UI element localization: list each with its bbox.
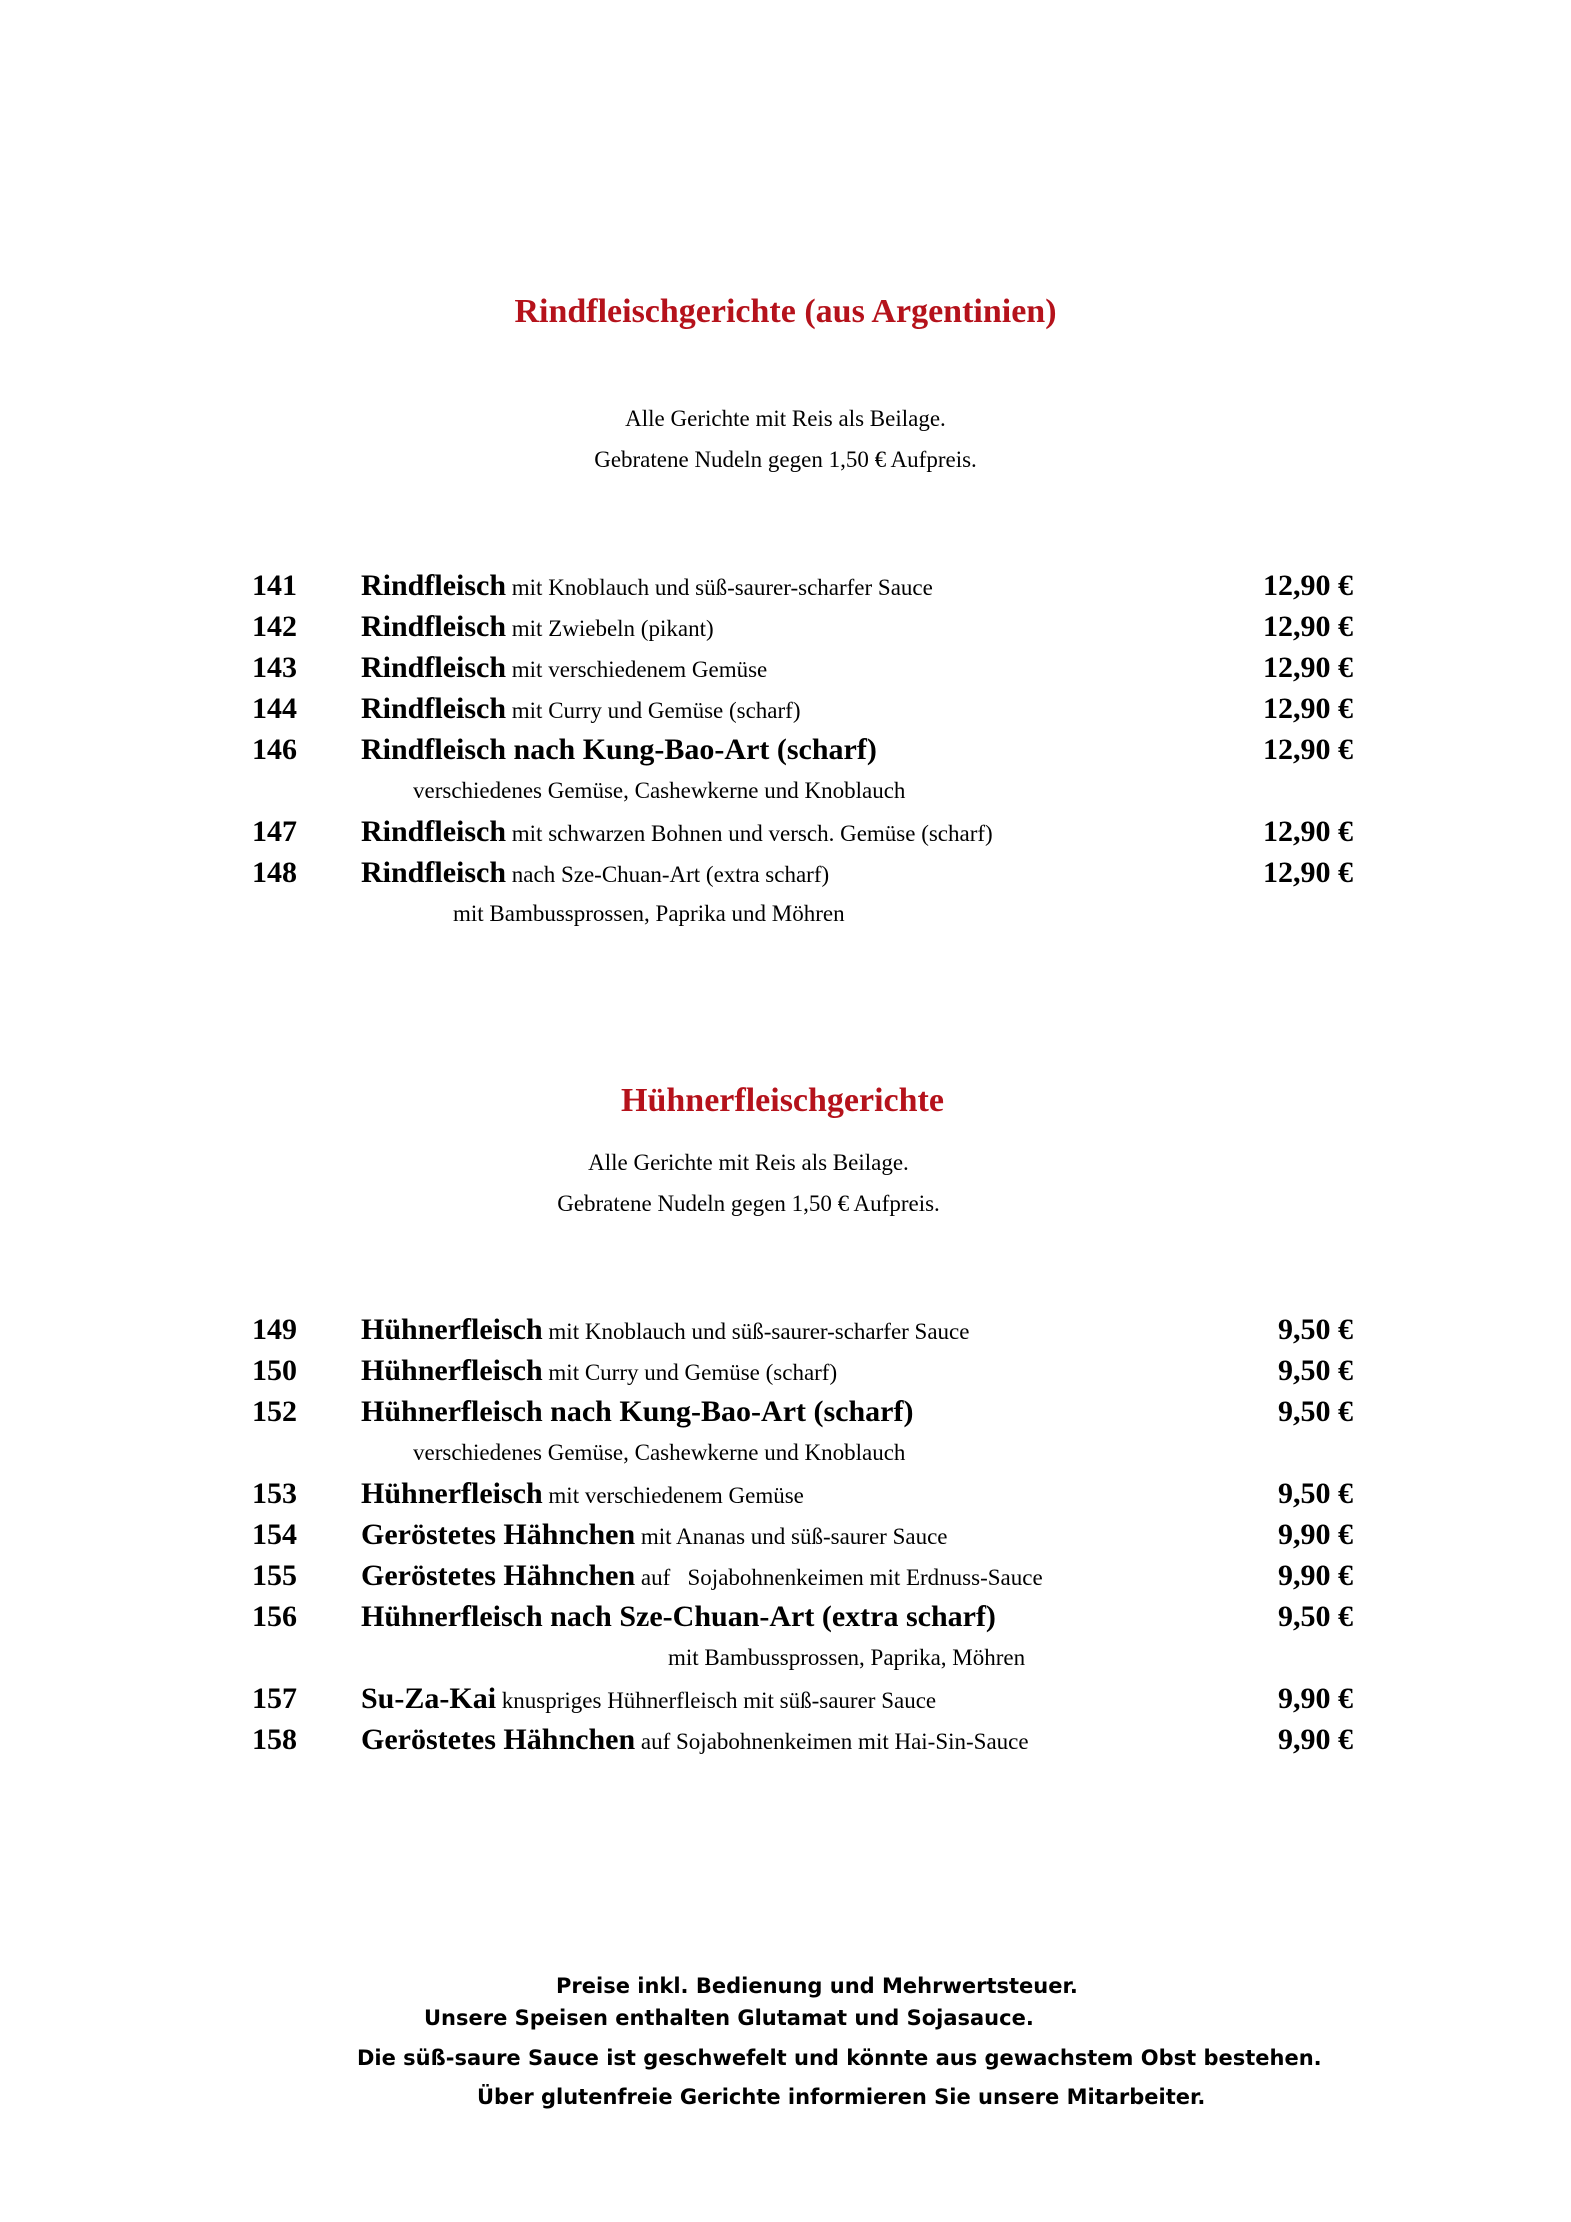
item-description: mit Zwiebeln (pikant) [506, 616, 714, 641]
item-name: Hühnerfleisch nach Sze-Chuan-Art (extra scharf) [361, 1600, 996, 1633]
menu-item-146 [0, 729, 1571, 770]
menu-item-152 [0, 1391, 1571, 1432]
item-name: Hühnerfleisch [361, 1354, 543, 1387]
chicken-note-noodles: Gebratene Nudeln gegen 1,50 € Aufpreis. [557, 1191, 940, 1216]
item-name: Hühnerfleisch nach Kung-Bao-Art (scharf) [361, 1395, 914, 1428]
item-number: 152 [252, 1395, 297, 1428]
item-name: Hühnerfleisch [361, 1313, 543, 1346]
item-number: 147 [252, 815, 297, 848]
item-number: 150 [252, 1354, 297, 1387]
item-name: Geröstetes Hähnchen [361, 1559, 636, 1592]
item-number: 157 [252, 1682, 297, 1715]
item-price: 12,90 € [1263, 856, 1353, 889]
item-number: 141 [252, 569, 297, 602]
beef-note-rice: Alle Gerichte mit Reis als Beilage. [625, 406, 946, 431]
menu-item-153 [0, 1473, 1571, 1514]
item-price: 12,90 € [1263, 815, 1353, 848]
item-price: 9,90 € [1278, 1682, 1353, 1715]
menu-item-148 [0, 852, 1571, 893]
item-price: 9,50 € [1278, 1354, 1353, 1387]
item-description: mit verschiedenem Gemüse [542, 1483, 804, 1508]
menu-item-152-detail [0, 1432, 1571, 1473]
item-number: 148 [252, 856, 297, 889]
menu-item-144 [0, 688, 1571, 729]
item-price: 9,50 € [1278, 1313, 1353, 1346]
beef-section-title: Rindfleischgerichte (aus Argentinien) [514, 293, 1057, 330]
item-description: auf Sojabohnenkeimen mit Hai-Sin-Sauce [635, 1729, 1029, 1754]
item-description: mit Ananas und süß-saurer Sauce [635, 1524, 948, 1549]
item-description: knuspriges Hühnerfleisch mit süß-saurer Sauce [496, 1688, 937, 1713]
beef-note-noodles: Gebratene Nudeln gegen 1,50 € Aufpreis. [594, 447, 977, 472]
item-name: Hühnerfleisch [361, 1477, 543, 1510]
menu-item-143 [0, 647, 1571, 688]
item-number: 154 [252, 1518, 297, 1551]
item-description: mit Curry und Gemüse (scharf) [542, 1360, 838, 1385]
footer-line-sulfite: Die süß-saure Sauce ist geschwefelt und könnte aus gewachstem Obst bestehen. [357, 2046, 1322, 2070]
chicken-section-title: Hühnerfleischgerichte [621, 1082, 944, 1119]
item-name: Su-Za-Kai [361, 1682, 497, 1715]
item-price: 12,90 € [1263, 610, 1353, 643]
menu-item-154 [0, 1514, 1571, 1555]
item-number: 143 [252, 651, 297, 684]
menu-item-157 [0, 1678, 1571, 1719]
item-subdescription: verschiedenes Gemüse, Cashewkerne und Knoblauch [413, 1440, 906, 1465]
item-price: 9,50 € [1278, 1477, 1353, 1510]
item-subdescription: mit Bambussprossen, Paprika und Möhren [453, 901, 845, 926]
item-number: 144 [252, 692, 297, 725]
item-description: auf Sojabohnenkeimen mit Erdnuss-Sauce [635, 1565, 1043, 1590]
item-price: 9,50 € [1278, 1395, 1353, 1428]
menu-item-150 [0, 1350, 1571, 1391]
menu-item-146-detail [0, 770, 1571, 811]
item-price: 12,90 € [1263, 733, 1353, 766]
menu-item-156-detail [0, 1637, 1571, 1678]
item-name: Geröstetes Hähnchen [361, 1518, 636, 1551]
item-description: mit schwarzen Bohnen und versch. Gemüse (scharf) [506, 821, 993, 846]
menu-item-158 [0, 1719, 1571, 1760]
item-number: 158 [252, 1723, 297, 1756]
item-name: Rindfleisch [361, 651, 507, 684]
item-name: Rindfleisch [361, 815, 507, 848]
item-description: mit Knoblauch und süß-saurer-scharfer Sauce [506, 575, 933, 600]
menu-item-156 [0, 1596, 1571, 1637]
chicken-items-list [0, 1309, 1571, 1760]
item-description: nach Sze-Chuan-Art (extra scharf) [506, 862, 830, 887]
menu-item-142 [0, 606, 1571, 647]
item-price: 9,50 € [1278, 1600, 1353, 1633]
item-number: 153 [252, 1477, 297, 1510]
item-subdescription: mit Bambussprossen, Paprika, Möhren [668, 1645, 1026, 1670]
footer-line-glutamate: Unsere Speisen enthalten Glutamat und Sojasauce. [424, 2006, 1034, 2030]
menu-item-155 [0, 1555, 1571, 1596]
item-number: 156 [252, 1600, 297, 1633]
menu-item-148-detail [0, 893, 1571, 934]
item-name: Rindfleisch nach Kung-Bao-Art (scharf) [361, 733, 877, 766]
item-price: 12,90 € [1263, 569, 1353, 602]
footer-line-prices: Preise inkl. Bedienung und Mehrwertsteuer. [556, 1974, 1078, 1998]
item-number: 142 [252, 610, 297, 643]
item-name: Rindfleisch [361, 856, 507, 889]
item-name: Rindfleisch [361, 692, 507, 725]
item-price: 12,90 € [1263, 651, 1353, 684]
menu-item-149 [0, 1309, 1571, 1350]
item-description: mit Knoblauch und süß-saurer-scharfer Sauce [542, 1319, 970, 1344]
item-description: mit verschiedenem Gemüse [506, 657, 768, 682]
menu-item-141 [0, 565, 1571, 606]
item-subdescription: verschiedenes Gemüse, Cashewkerne und Knoblauch [413, 778, 906, 803]
item-name: Geröstetes Hähnchen [361, 1723, 636, 1756]
menu-item-147 [0, 811, 1571, 852]
item-price: 9,90 € [1278, 1559, 1353, 1592]
item-number: 146 [252, 733, 297, 766]
item-number: 155 [252, 1559, 297, 1592]
item-number: 149 [252, 1313, 297, 1346]
item-name: Rindfleisch [361, 610, 507, 643]
item-price: 9,90 € [1278, 1723, 1353, 1756]
item-price: 12,90 € [1263, 692, 1353, 725]
footer-line-gluten: Über glutenfreie Gerichte informieren Sie unsere Mitarbeiter. [477, 2085, 1206, 2109]
chicken-note-rice: Alle Gerichte mit Reis als Beilage. [588, 1150, 909, 1175]
item-description: mit Curry und Gemüse (scharf) [506, 698, 801, 723]
item-price: 9,90 € [1278, 1518, 1353, 1551]
beef-items-list [0, 565, 1571, 934]
item-name: Rindfleisch [361, 569, 507, 602]
